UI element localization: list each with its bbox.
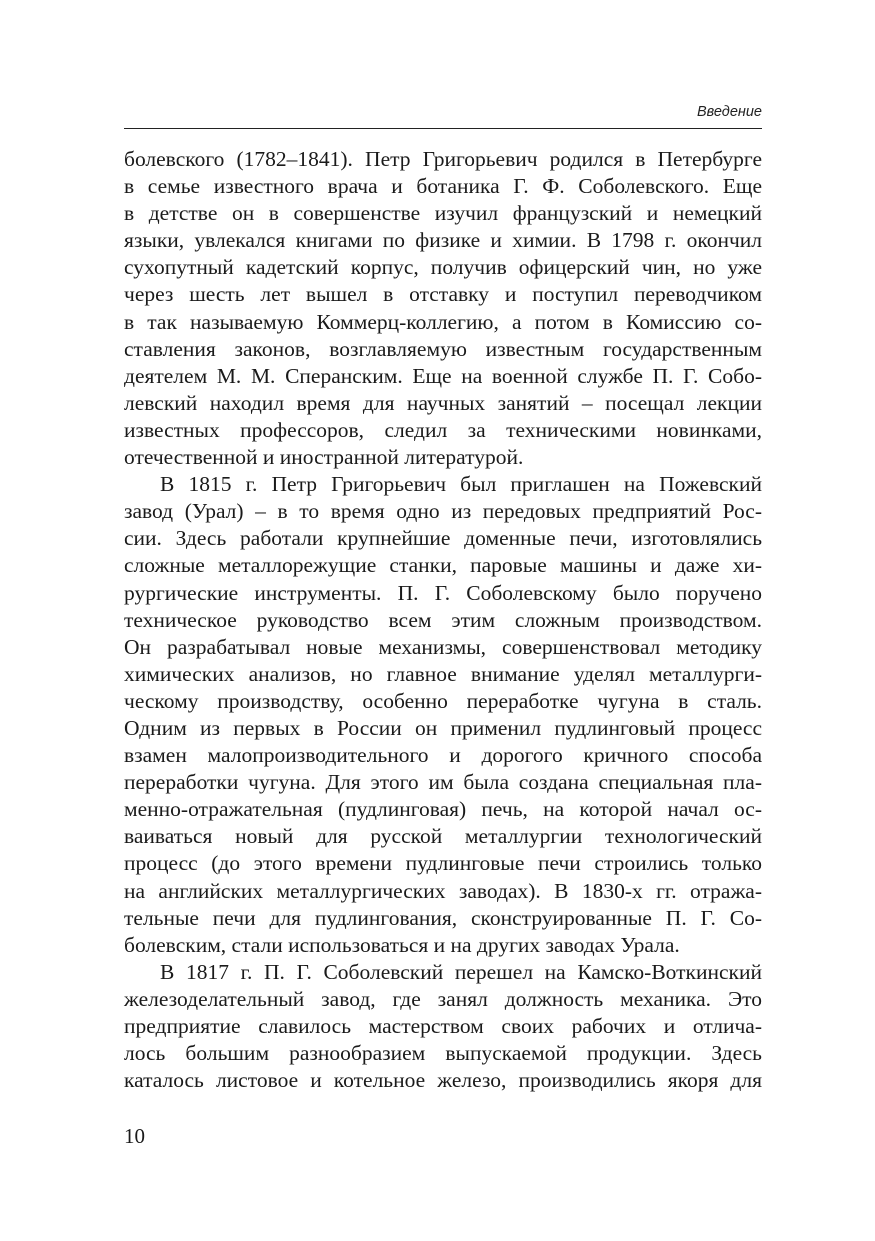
paragraph [124, 959, 762, 1094]
text-line: языки, увлекался книгами по физике и химии. В 1798 г. окончил [124, 228, 762, 253]
text-line: ваиваться новый для русской металлургии технологический [124, 824, 762, 849]
header-rule [124, 128, 762, 129]
text-line: Одним из первых в России он применил пудлинговый процесс [124, 715, 762, 740]
text-line: болевского (1782–1841). Петр Григорьевич родился в Петербурге [124, 147, 762, 171]
text-line: в так называемую Коммерц-коллегию, а потом в Комиссию со- [124, 309, 762, 334]
text-line: сухопутный кадетский корпус, получив офицерский чин, но уже [124, 255, 762, 280]
text-line: через шесть лет вышел в отставку и поступил переводчиком [124, 282, 762, 307]
text-line: сии. Здесь работали крупнейшие доменные печи, изготовлялись [124, 526, 762, 551]
body-text [124, 146, 762, 1094]
text-line: отечественной и иностранной литературой. [124, 445, 524, 470]
text-line: химических анализов, но главное внимание уделял металлурги- [124, 661, 762, 686]
text-line: менно-отражательная (пудлинговая) печь, на которой начал ос- [124, 797, 762, 822]
text-line: завод (Урал) – в то время одно из передовых предприятий Рос- [124, 499, 762, 524]
text-line: ческому производству, особенно переработке чугуна в сталь. [124, 688, 762, 713]
text-line: В 1817 г. П. Г. Соболевский перешел на Камско-Воткинский [160, 959, 762, 984]
text-line: В 1815 г. Петр Григорьевич был приглашен на Пожевский [160, 472, 762, 497]
text-line: рургические инструменты. П. Г. Соболевскому было поручено [124, 580, 762, 605]
page-number: 10 [124, 1124, 145, 1148]
text-line: в детстве он в совершенстве изучил французский и немецкий [124, 201, 762, 226]
text-line: Он разрабатывал новые механизмы, совершенствовал методику [124, 634, 762, 659]
running-head: Введение [696, 104, 762, 120]
text-line: на английских металлургических заводах). В 1830-х гг. отража- [124, 878, 762, 903]
text-line: предприятие славилось мастерством своих рабочих и отлича- [124, 1014, 762, 1038]
paragraph [124, 471, 762, 959]
text-line: болевским, стали использоваться и на других заводах Урала. [124, 932, 680, 957]
paragraph [124, 146, 762, 471]
text-line: известных профессоров, следил за техническими новинками, [124, 417, 762, 442]
text-line: техническое руководство всем этим сложным производством. [124, 607, 762, 632]
text-line: процесс (до этого времени пудлинговые печи строились только [124, 851, 762, 876]
text-line: тельные печи для пудлингования, сконструированные П. Г. Со- [124, 905, 762, 930]
text-line: деятелем М. М. Сперанским. Еще на военной службе П. Г. Собо- [124, 363, 762, 388]
text-line: лось большим разнообразием выпускаемой продукции. Здесь [124, 1041, 762, 1066]
text-line: взамен малопроизводительного и дорогого кричного способа [124, 743, 762, 768]
text-line: ставления законов, возглавляемую известным государственным [124, 336, 762, 361]
text-line: каталось листовое и котельное железо, производились якоря для [124, 1068, 762, 1093]
text-line: левский находил время для научных занятий – посещал лекции [124, 390, 762, 415]
text-line: железоделательный завод, где занял должность механика. Это [124, 986, 762, 1011]
text-line: переработки чугуна. Для этого им была создана специальная пла- [124, 770, 762, 795]
text-line: в семье известного врача и ботаника Г. Ф. Соболевского. Еще [124, 174, 762, 199]
text-line: сложные металлорежущие станки, паровые машины и даже хи- [124, 553, 762, 578]
